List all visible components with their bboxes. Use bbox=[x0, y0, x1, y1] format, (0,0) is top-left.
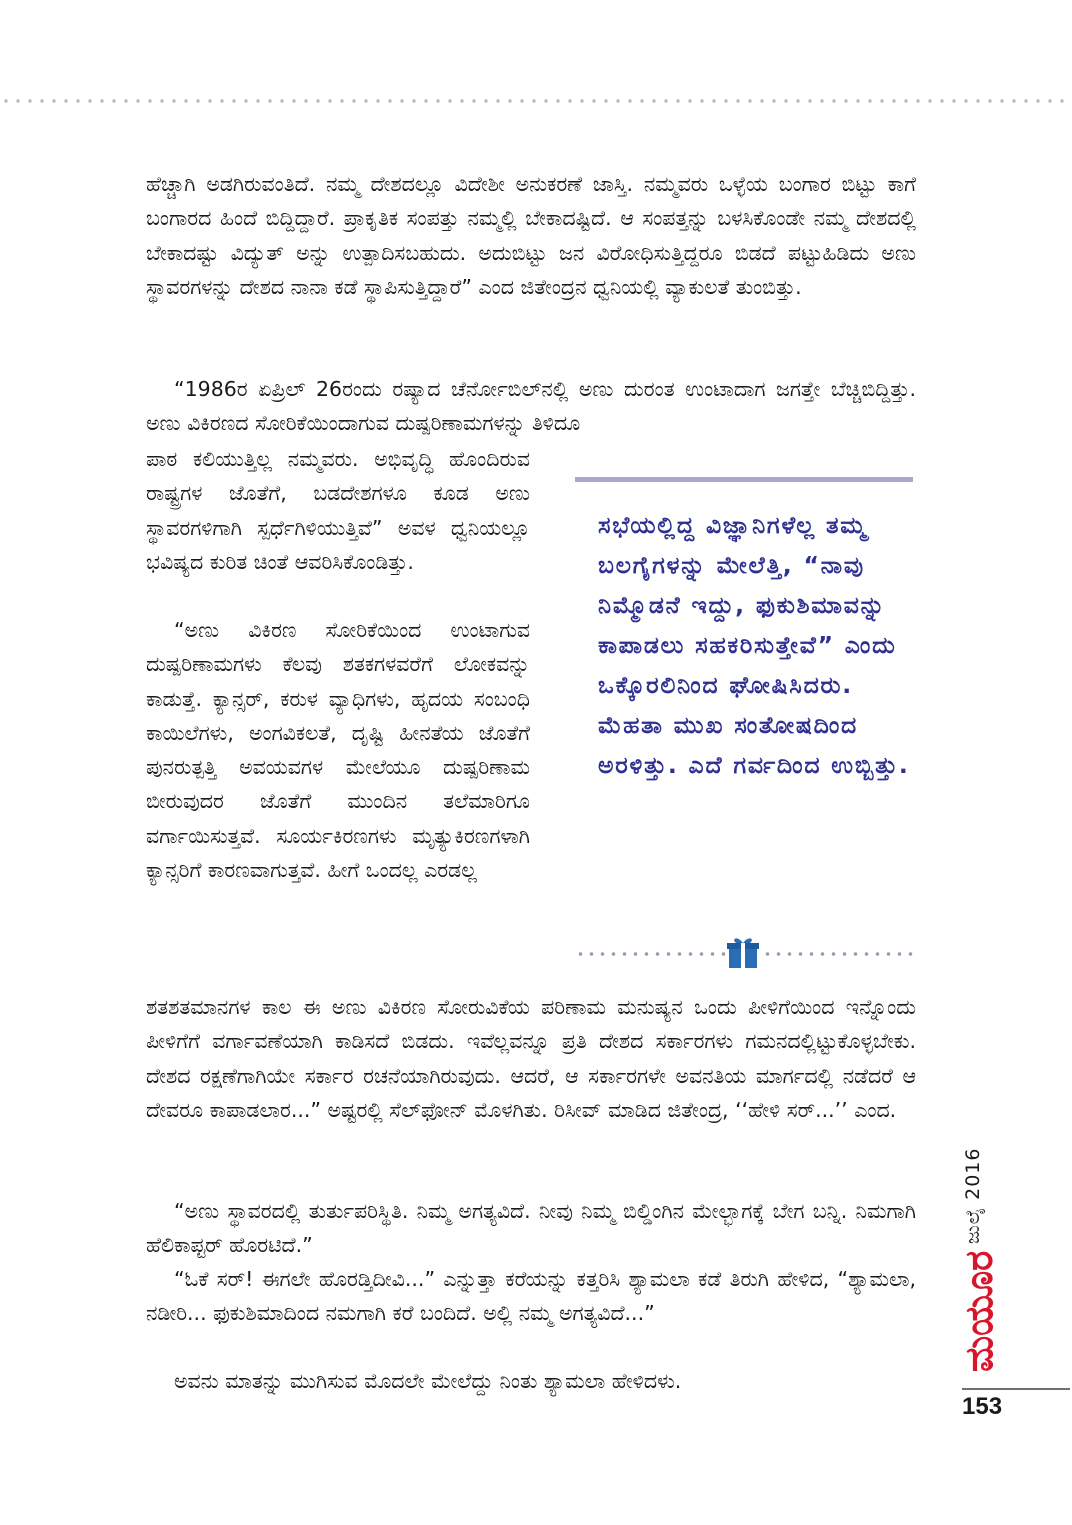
article-paragraph-1: ಹೆಚ್ಚಾಗಿ ಅಡಗಿರುವಂತಿದೆ. ನಮ್ಮ ದೇಶದಲ್ಲೂ ವಿದೇಶೀ ಅನುಕರಣೆ ಜಾಸ್ತಿ. ನಮ್ಮವರು ಒಳ್ಳೆಯ ಬಂಗಾರ ಬಿಟ್ಟು ಕಾಗೆ ಬಂಗಾರದ ಹಿಂದೆ ಬಿದ್ದಿದ್ದಾರೆ. ಪ್ರಾಕೃತಿಕ ಸಂಪತ್ತು ನಮ್ಮಲ್ಲಿ ಬೇಕಾದಷ್ಟಿದೆ. ಆ ಸಂಪತ್ತನ್ನು ಬಳಸಿಕೊಂಡೇ ನಮ್ಮ ದೇಶದಲ್ಲಿ ಬೇಕಾದಷ್ಟು ವಿದ್ಯುತ್ ಅನ್ನು ಉತ್ಪಾದಿಸಬಹುದು. ಅದುಬಿಟ್ಟು ಜನ ವಿರೋಧಿಸುತ್ತಿದ್ದರೂ ಬಿಡದೆ ಪಟ್ಟುಹಿಡಿದು ಅಣು ಸ್ಥಾವರಗಳನ್ನು ದೇಶದ ನಾನಾ ಕಡೆ ಸ್ಥಾಪಿಸುತ್ತಿದ್ದಾರೆ” ಎಂದ ಜಿತೇಂದ್ರನ ಧ್ವನಿಯಲ್ಲಿ ವ್ಯಾಕುಲತೆ ತುಂಬಿತ್ತು. bbox=[146, 172, 916, 299]
folio-rule bbox=[962, 1388, 1070, 1390]
article-paragraph-3: ಪಾಠ ಕಲಿಯುತ್ತಿಲ್ಲ ನಮ್ಮವರು. ಅಭಿವೃದ್ಧಿ ಹೊಂದಿರುವ ರಾಷ್ಟ್ರಗಳ ಜೊತೆಗೆ, ಬಡದೇಶಗಳೂ ಕೂಡ ಅಣು ಸ್ಥಾವರಗಳಿಗಾಗಿ ಸ್ಪರ್ಧೆಗಿಳಿಯುತ್ತಿವೆ” ಅವಳ ಧ್ವನಿಯಲ್ಲೂ ಭವಿಷ್ಯದ ಕುರಿತ ಚಿಂತೆ ಆವರಿಸಿಕೊಂಡಿತ್ತು. bbox=[146, 447, 530, 574]
gift-box-icon bbox=[726, 935, 760, 969]
article-paragraph-8: ಅವನು ಮಾತನ್ನು ಮುಗಿಸುವ ಮೊದಲೇ ಮೇಲೆದ್ದು ನಿಂತು ಶ್ಯಾಮಲಾ ಹೇಳಿದಳು. bbox=[174, 1369, 682, 1393]
article-paragraph-7: “ಓಕೆ ಸರ್! ಈಗಲೇ ಹೊರಡ್ತಿದೀವಿ...” ಎನ್ನುತ್ತಾ ಕರೆಯನ್ನು ಕತ್ತರಿಸಿ ಶ್ಯಾಮಲಾ ಕಡೆ ತಿರುಗಿ ಹೇಳಿದ, “ಶ್ಯಾಮಲಾ, ನಡೀರಿ... ಫುಕುಶಿಮಾದಿಂದ ನಮಗಾಗಿ ಕರೆ ಬಂದಿದೆ. ಅಲ್ಲಿ ನಮ್ಮ ಅಗತ್ಯವಿದೆ...” bbox=[146, 1267, 916, 1326]
page-number: 153 bbox=[962, 1393, 1003, 1420]
article-paragraph-6: “ಅಣು ಸ್ಥಾವರದಲ್ಲಿ ತುರ್ತುಪರಿಸ್ಥಿತಿ. ನಿಮ್ಮ ಅಗತ್ಯವಿದೆ. ನೀವು ನಿಮ್ಮ ಬಿಲ್ಡಿಂಗಿನ ಮೇಲ್ಭಾಗಕ್ಕೆ ಬೇಗ ಬನ್ನಿ. ನಿಮಗಾಗಿ ಹೆಲಿಕಾಪ್ಟರ್ ಹೊರಟಿದೆ.” bbox=[146, 1199, 916, 1258]
pullquote-top-bar bbox=[575, 477, 913, 482]
article-paragraph-5: ಶತಶತಮಾನಗಳ ಕಾಲ ಈ ಅಣು ವಿಕಿರಣ ಸೋರುವಿಕೆಯ ಪರಿಣಾಮ ಮನುಷ್ಯನ ಒಂದು ಪೀಳಿಗೆಯಿಂದ ಇನ್ನೊಂದು ಪೀಳಿಗೆಗೆ ವರ್ಗಾವಣೆಯಾಗಿ ಕಾಡಿಸದೆ ಬಿಡದು. ಇವೆಲ್ಲವನ್ನೂ ಪ್ರತಿ ದೇಶದ ಸರ್ಕಾರಗಳು ಗಮನದಲ್ಲಿಟ್ಟುಕೊಳ್ಳಬೇಕು. ದೇಶದ ರಕ್ಷಣೆಗಾಗಿಯೇ ಸರ್ಕಾರ ರಚನೆಯಾಗಿರುವುದು. ಆದರೆ, ಆ ಸರ್ಕಾರಗಳೇ ಅವನತಿಯ ಮಾರ್ಗದಲ್ಲಿ ನಡೆದರೆ ಆ ದೇವರೂ ಕಾಪಾಡಲಾರ...” ಅಷ್ಟರಲ್ಲಿ ಸೆಲ್‌ಫೋನ್ ಮೊಳಗಿತು. ರಿಸೀವ್ ಮಾಡಿದ ಜಿತೇಂದ್ರ, ‘‘ಹೇಳಿ ಸರ್...’’ ಎಂದ. bbox=[146, 995, 916, 1122]
article-paragraph-4: “ಅಣು ವಿಕಿರಣ ಸೋರಿಕೆಯಿಂದ ಉಂಟಾಗುವ ದುಷ್ಪರಿಣಾಮಗಳು ಕೆಲವು ಶತಕಗಳವರೆಗೆ ಲೋಕವನ್ನು ಕಾಡುತ್ತೆ. ಕ್ಯಾನ್ಸರ್, ಕರುಳ ವ್ಯಾಧಿಗಳು, ಹೃದಯ ಸಂಬಂಧಿ ಕಾಯಿಲೆಗಳು, ಅಂಗವಿಕಲತೆ, ದೃಷ್ಟಿ ಹೀನತೆಯ ಜೊತೆಗೆ ಪುನರುತ್ಪತ್ತಿ ಅವಯವಗಳ ಮೇಲೆಯೂ ದುಷ್ಪರಿಣಾಮ ಬೀರುವುದರ ಜೊತೆಗೆ ಮುಂದಿನ ತಲೆಮಾರಿಗೂ ವರ್ಗಾಯಿಸುತ್ತವೆ. ಸೂರ್ಯಕಿರಣಗಳು ಮೃತ್ಯುಕಿರಣಗಳಾಗಿ ಕ್ಯಾನ್ಸರಿಗೆ ಕಾರಣವಾಗುತ್ತವೆ. ಹೀಗೆ ಒಂದಲ್ಲ ಎರಡಲ್ಲ bbox=[146, 618, 530, 883]
top-dotted-rule bbox=[0, 98, 1072, 104]
pullquote: ಸಭೆಯಲ್ಲಿದ್ದ ವಿಜ್ಞಾನಿಗಳೆಲ್ಲ ತಮ್ಮ ಬಲಗೈಗಳನ್ನು ಮೇಲೆತ್ತಿ, “ನಾವು ನಿಮ್ಮೊಡನೆ ಇದ್ದು, ಫುಕುಶಿಮಾವನ್ನು ಕಾಪಾಡಲು ಸಹಕರಿಸುತ್ತೇವೆ” ಎಂದು ಒಕ್ಕೊರಲಿನಿಂದ ಘೋಷಿಸಿದರು. ಮೆಹತಾ ಮುಖ ಸಂತೋಷದಿಂದ ಅರಳಿತ್ತು. ಎದೆ ಗರ್ವದಿಂದ ಉಬ್ಬಿತ್ತು. bbox=[598, 511, 910, 779]
issue-date: ಜುಲೈ 2016 bbox=[962, 1147, 984, 1244]
magazine-logo: ಮಯೂರ bbox=[957, 1250, 1001, 1372]
article-paragraph-2: “1986ರ ಏಪ್ರಿಲ್ 26ರಂದು ರಷ್ಯಾದ ಚೆರ್ನೋಬಿಲ್‌ನಲ್ಲಿ ಅಣು ದುರಂತ ಉಂಟಾದಾಗ ಜಗತ್ತೇ ಬೆಚ್ಚಿಬಿದ್ದಿತ್ತು. ಅಣು ವಿಕಿರಣದ ಸೋರಿಕೆಯಿಂದಾಗುವ ದುಷ್ಪರಿಣಾಮಗಳನ್ನು ತಿಳಿದೂ bbox=[146, 377, 916, 436]
